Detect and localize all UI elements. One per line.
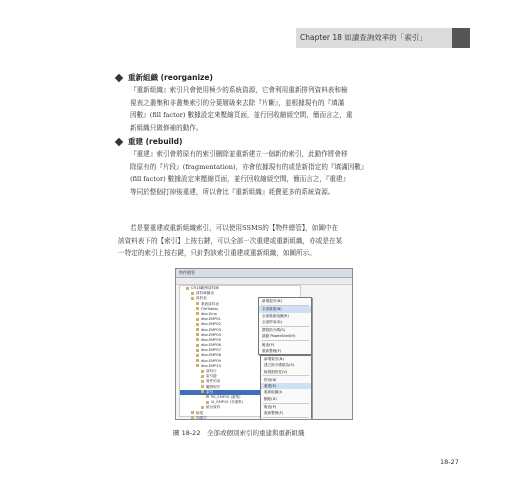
figure-caption: 圖 18-22 全部或個別索引的重建與重新組織 — [173, 429, 305, 437]
paragraph-line: (fill factor) 數據設定來壓縮頁面，並行回收縮緩空間，簡而言之，『重建』 — [130, 175, 350, 183]
tree-item-label: 索引 — [206, 389, 214, 394]
folder-icon — [196, 318, 199, 321]
context-menu-item[interactable]: 檢視相依性(V) — [264, 369, 288, 374]
context-menu-item[interactable]: 重新整理(F) — [262, 349, 282, 354]
paragraph-line: 新組織只做修補的動作。 — [130, 123, 203, 132]
folder-icon — [201, 380, 204, 383]
tree-item-label: 同義字 — [196, 415, 207, 420]
folder-icon — [196, 333, 199, 336]
section-heading-reorganize — [116, 72, 213, 83]
folder-icon — [201, 375, 204, 378]
tree-item-label: 資料行 — [206, 369, 217, 373]
tree-item-label: IX_EMP10 (非叢集) — [211, 400, 244, 405]
tree-item-label: dbo.Emp — [201, 311, 217, 316]
rebuild-paragraph — [130, 148, 367, 198]
tree-item-label: 系統資料表 — [201, 301, 219, 306]
folder-icon — [196, 364, 199, 367]
paragraph-line: 『重新組織』索引只會使用極少的系統資源，它會利用重新排列資料表和檢 — [130, 86, 348, 94]
reorganize-paragraph — [130, 84, 352, 134]
tree-item-label: dbo.EMP01 — [201, 317, 221, 322]
folder-icon — [196, 349, 199, 352]
folder-icon — [206, 401, 209, 404]
context-menu-item[interactable]: 全部停用(D) — [262, 319, 282, 324]
tree-item-label: dbo.EMP10 — [201, 363, 221, 368]
diamond-bullet-icon — [115, 74, 123, 82]
object-explorer-toolbar — [176, 278, 352, 285]
folder-icon — [206, 395, 209, 398]
folder-icon — [196, 344, 199, 347]
context-menu-item[interactable]: 重新組織(I) — [264, 390, 283, 395]
folder-icon — [191, 416, 194, 419]
paragraph-line: 除原有的『片段』(fragmentation)，亦會依據現有的或是新指定的『填滿因數』 — [130, 162, 368, 171]
tree-item-label: 索引鍵 — [206, 374, 217, 379]
folder-icon — [196, 354, 199, 357]
tree-item-label: dbo.EMP04 — [201, 332, 221, 337]
paragraph-line: 若是要重建或重新組織索引，可以使用SSMS的【物件總管】，如圖中在 — [130, 224, 339, 232]
chapter-header-title: Chapter 18 如讀查詢效率的「索引」 — [300, 33, 427, 42]
tree-item-label: dbo.EMP08 — [201, 353, 221, 358]
paragraph-line: 因數』(fill factor) 數據設定來壓縮頁面，並行回收縮緩空間，簡而言之，重 — [130, 111, 353, 119]
ssms-screenshot-figure — [175, 268, 353, 420]
context-menu-item[interactable]: 新增索引(N) — [262, 299, 282, 303]
paragraph-line: 等同於整個打掉後重建，所以會比『重新組織』耗費更多的系統資源。 — [130, 187, 335, 196]
tree-item-label: dbo.EMP07 — [201, 348, 221, 353]
tree-item-label: 檢視 — [196, 410, 204, 415]
object-explorer-titlebar: 物件總管 — [176, 269, 352, 278]
header-corner-block — [452, 28, 470, 48]
context-menu-item[interactable]: 刪除(D) — [264, 396, 277, 401]
context-menu-item[interactable]: 報表(P) — [264, 405, 277, 410]
folder-icon — [196, 307, 199, 310]
tree-item-label: dbo.EMP05 — [201, 337, 221, 342]
section-heading-rebuild — [116, 136, 182, 147]
tree-item-label: 觸發程序 — [206, 384, 221, 389]
context-menu-item[interactable]: 報表(P) — [262, 342, 275, 347]
paragraph-line: 視表之叢集和非叢集索引的分葉層級來去除『片斷』，並根據現有的『填滿 — [130, 98, 345, 107]
folder-icon — [191, 292, 194, 295]
context-menu-item[interactable]: 停用(B) — [264, 377, 277, 382]
tree-item-label: dbo.EMP09 — [201, 358, 221, 363]
folder-icon — [196, 328, 199, 331]
tree-item-label: PK_EMP10 (叢集) — [211, 394, 241, 399]
tree-item-label: dbo.EMP06 — [201, 343, 221, 348]
paragraph-line: 一特定的索引上按右鍵，只針對該索引重建或重新組織，如圖所示。 — [118, 249, 316, 257]
tree-item-label: FileTables — [201, 306, 219, 311]
folder-icon — [201, 370, 204, 373]
tree-item-label: 資料表 — [196, 296, 207, 301]
folder-icon — [201, 385, 204, 388]
context-menu-item[interactable]: 全部重新組織(R) — [262, 313, 289, 318]
section-heading-text: 重建 (rebuild) — [128, 137, 183, 146]
section-heading-text: 重新組織 (reorganize) — [128, 73, 213, 82]
body-paragraph — [118, 222, 342, 260]
tree-item-label: 條件約束 — [206, 379, 221, 384]
context-menu-item[interactable] — [261, 419, 311, 420]
context-menu-indexes — [258, 297, 312, 355]
context-menu-item[interactable]: 重新整理(F) — [264, 411, 284, 416]
tree-item-label: 資料庫圖表 — [196, 291, 214, 296]
diamond-bullet-icon — [115, 138, 123, 146]
context-menu-item[interactable]: 重建(E) — [261, 383, 311, 389]
folder-icon — [191, 411, 194, 414]
context-menu-item[interactable]: 撰寫指令碼(S) — [262, 328, 286, 333]
folder-icon — [196, 302, 199, 305]
folder-icon — [196, 359, 199, 362]
paragraph-line: 『重建』索引會將原有的索引刪除並重新建立一個新的索引，此動作將會移 — [130, 150, 348, 158]
tree-item-label: dbo.EMP03 — [201, 327, 221, 332]
folder-icon — [201, 406, 204, 409]
page-number: 18-27 — [440, 458, 459, 466]
folder-icon — [196, 338, 199, 341]
folder-icon — [191, 297, 194, 300]
context-menu-item[interactable]: 建立指令碼做為(S) — [264, 363, 295, 368]
tree-item-label: dbo.EMP02 — [201, 322, 221, 327]
tree-item-label: CH18範例資料庫 — [191, 286, 219, 290]
folder-icon — [186, 287, 189, 290]
context-menu-single-index — [260, 355, 312, 420]
tree-item-label: 統計資料 — [206, 405, 221, 410]
folder-icon — [196, 323, 199, 326]
context-menu-item[interactable]: 全部重建(B) — [259, 306, 311, 312]
context-menu-item[interactable]: 啟動 PowerShell(H) — [262, 334, 296, 339]
folder-icon — [196, 312, 199, 315]
paragraph-line: 該資料表下的【索引】上按右鍵，可以全部一次重建或重新組織，亦或是在某 — [118, 236, 343, 245]
folder-icon — [201, 390, 204, 393]
context-menu-item[interactable]: 新增索引(N) — [264, 357, 284, 361]
